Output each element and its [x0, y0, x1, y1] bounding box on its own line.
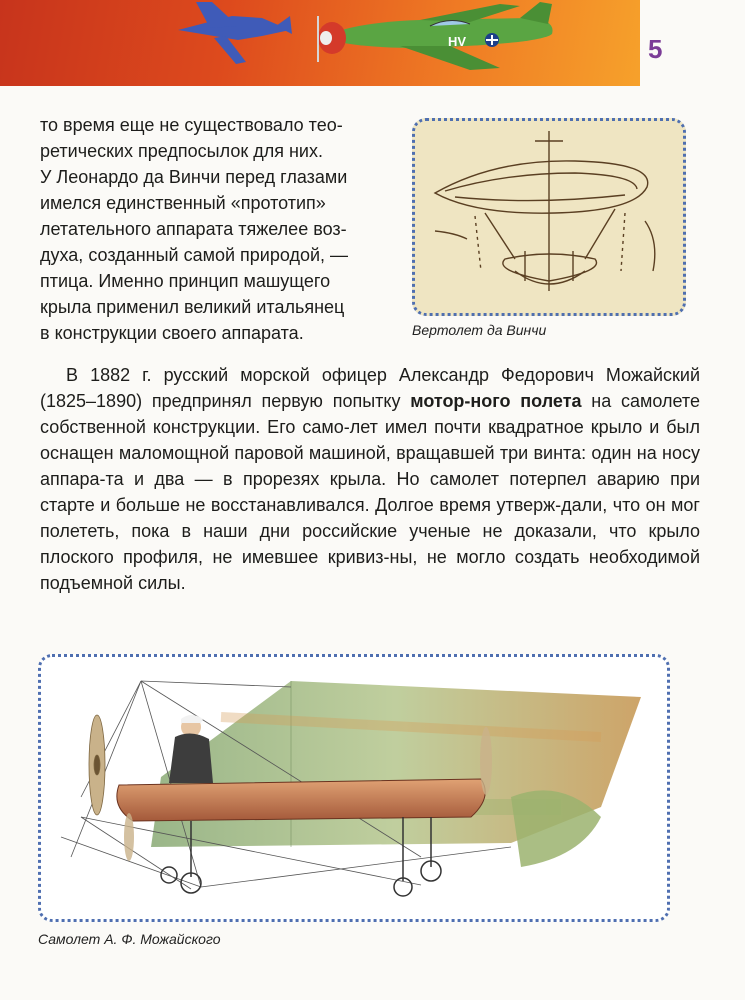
blue-plane-silhouette [178, 2, 292, 64]
paragraph-2-bold-term: мотор-ного полета [410, 391, 582, 411]
helicopter-sketch-figure [412, 118, 686, 316]
paragraph-2 [40, 362, 700, 596]
plane-caption: Самолет А. Ф. Можайского [38, 931, 221, 947]
paragraph-1-line: У Леонардо да Винчи перед глазами [40, 167, 348, 187]
paragraph-1-line: ретических предпосылок для них. [40, 141, 323, 161]
green-fighter-plane [318, 2, 553, 70]
paragraph-1-line: в конструкции своего аппарата. [40, 323, 304, 343]
paragraph-1-line: птица. Именно принцип машущего [40, 271, 331, 291]
paragraph-1-line: крыла применил великий итальянец [40, 297, 345, 317]
header-banner [0, 0, 640, 86]
page-number: 5 [648, 34, 663, 64]
paragraph-2-body [40, 362, 700, 596]
mozhaysky-plane-figure [38, 654, 670, 922]
da-vinci-helicopter-drawing [415, 121, 683, 313]
nose-propeller [89, 715, 105, 815]
paragraph-2-text-start: В 1882 г. русский морской офицер Александр Федорович Можайский (1825–1890) предпринял первую попытку [40, 365, 700, 411]
paragraph-1-line: то время еще не существовало тео- [40, 115, 343, 135]
paragraph-1-line: имелся единственный «прототип» [40, 193, 326, 213]
plane-marking: HV [448, 34, 467, 49]
warplanes-illustration [0, 0, 640, 86]
paragraph-1-line: летательного аппарата тяжелее воз- [40, 219, 347, 239]
paragraph-1 [40, 112, 390, 346]
helicopter-caption: Вертолет да Винчи [412, 322, 547, 338]
paragraph-1-line: духа, созданный самой природой, — [40, 245, 349, 265]
mozhaysky-plane-illustration [41, 657, 667, 919]
paragraph-2-text-end: на самолете собственной конструкции. Его само-лет имел почти квадратное крыло и был оснащен маломощной паровой машиной, вращавшей три винта: один на носу аппара-та и два — в прорезях крыла. Но самолет потерпел аварию при старте и больше не восстанавливался. Долгое время утверж-дали, что он мог полететь, пока в наши дни российские ученые не доказали, что крыло плоского профиля, не имевшее кривиз-ны, не могло создать необходимой подъемной силы. [40, 391, 700, 593]
